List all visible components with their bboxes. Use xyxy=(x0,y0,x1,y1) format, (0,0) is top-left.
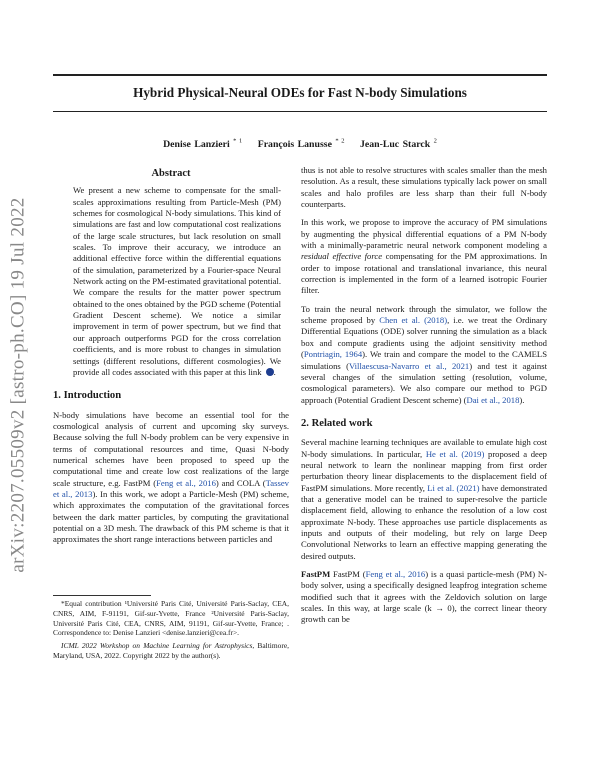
citation-link[interactable]: Villaescusa-Navarro et al., 2021 xyxy=(348,360,470,371)
citation-link[interactable]: Pontriagin, 1964 xyxy=(303,349,363,360)
abstract-text: We present a new scheme to compensate for the small-scales approximations resulting from Particle-Mesh (PM) schemes for cosmological N-body simulations. This kind of simulations are fast and low computational cost realizations of the large scale structures, but lack resolution on small scales. To improve their accuracy, we introduce an additional effective force within the differential equations of the simulation, parameterized by a Fourier-space Neural Network acting on the PM-estimated gravitational potential. We compare the results for the matter power spectrum obtained to the ones obtained by the PGD scheme (Potential Gradient Descent scheme). We notice a similar improvement in term of power spectrum, but we find that our approach outperforms PGD for the cross correlation coefficients, and is more robust to changes in simulation settings (different resolutions, different cosmologies). We provide all codes associated with this paper at this link . xyxy=(73,185,281,377)
related-work-heading: 2. Related work xyxy=(301,417,373,429)
abstract-body xyxy=(73,185,281,378)
citation-link[interactable]: Li et al. (2021) xyxy=(427,482,480,493)
body-text: To train the neural network through the simulator, we follow the scheme proposed by xyxy=(301,303,547,326)
related-work-paragraph xyxy=(301,437,547,562)
citation-link[interactable]: Feng et al., 2016 xyxy=(365,569,426,579)
title-bottom-rule xyxy=(53,111,547,112)
body-text: FastPM ( xyxy=(330,569,366,579)
author-list xyxy=(0,138,600,150)
body-text: have demonstrated that a generative model can be trained to super-resolve the particle displacement field, allowing to enhance the resolution of a low cost approximate N-body. These approaches use particle displacements as inputs and outputs of their modeling, but rely on large Deep Convolutional Networks to learn an effective mapping generating the desired outputs. xyxy=(301,482,548,561)
citation-link[interactable]: Chen et al. (2018) xyxy=(379,315,448,326)
author-name: Jean-Luc Starck xyxy=(359,139,431,151)
footnotes xyxy=(53,599,289,664)
author-name: François Lanusse xyxy=(257,139,332,151)
body-text: compensating for the PM approximations. In order to impose rotational and translational invariance, this neural correction is implemented in the form of a learned isotropic Fourier filter. xyxy=(301,251,548,296)
body-text: In this work, we propose to improve the accuracy of PM simulations by augmenting the physical differential equations of a PM N-body with a minimally-parametric neural network component modeling a xyxy=(301,217,547,251)
body-text: ) is a quasi particle-mesh (PM) N-body solver, using a specifically designed leapfrog integration scheme modified such that it agrees with the Zeldovich solution on large scales. In this way, at large scale (k → 0), the correct linear theory growth can be xyxy=(301,569,547,625)
abstract-heading: Abstract xyxy=(151,168,191,179)
author-affiliation-marks: * 2 xyxy=(335,138,345,145)
author-affiliation-marks: * 1 xyxy=(233,138,243,145)
author xyxy=(163,139,242,150)
venue-name: ICML 2022 Workshop on Machine Learning for Astrophysics xyxy=(61,641,253,651)
author-name: Denise Lanzieri xyxy=(163,139,230,151)
title-top-rule xyxy=(53,74,547,76)
affiliations-footnote: *Equal contribution ¹Université Paris Cité, Université Paris-Saclay, CEA, CNRS, AIM, F-91191, Gif-sur-Yvette, France ²Université Paris-Saclay, Université Paris Cité, CEA, CNRS, AIM, 91191, Gif-sur-Yvette, France; . Correspondence to: Denise Lanzieri <denise.lanzieri@cea.fr>. xyxy=(53,599,289,638)
author xyxy=(258,139,345,150)
github-icon[interactable] xyxy=(266,368,274,376)
venue-details: , Baltimore, Maryland, USA, 2022. Copyright 2022 by the author(s). xyxy=(53,641,289,660)
paragraph-lead: FastPM xyxy=(301,569,331,579)
citation-link[interactable]: Dai et al., 2018 xyxy=(466,394,520,405)
body-text: proposed a deep neural network to learn the nonlinear mapping from first order perturbation theory linear displacements to the displacement field of FastPM simulations. More recently, xyxy=(301,448,547,493)
introduction-paragraph xyxy=(53,410,289,546)
intro-continuation-paragraph: thus is not able to resolve structures with scales smaller than the mesh resolution. As a result, these simulations typically lack power on small scales and halo profiles are less sharp than their full N-body counterparts. xyxy=(301,165,547,210)
footnote-separator xyxy=(53,595,151,596)
arxiv-id-text: arXiv:2207.05509v2 [astro-ph.CO] 19 Jul 2022 xyxy=(8,197,30,573)
left-column xyxy=(53,168,289,553)
intro-text: ) and COLA ( xyxy=(215,477,266,488)
citation-link[interactable]: He et al. (2019) xyxy=(425,448,485,459)
body-text: Several machine learning techniques are available to emulate high cost N-body simulations. In particular, xyxy=(301,437,547,459)
citation-link[interactable]: Tassev et al., 2013 xyxy=(53,477,289,499)
arxiv-identifier xyxy=(6,195,32,575)
abstract-paragraph: We present a new scheme to compensate for the small-scales approximations resulting from Particle-Mesh (PM) schemes for cosmological N-body simulations. This kind of simulations are fast and low computational cost realizations of the large scale structures, but lack resolution on small scales. To improve their accuracy, we introduce an additional effective force within the differential equations of the simulation, parameterized by a Fourier-space Neural Network acting on the PM-estimated gravitational potential. We compare the results for the matter power spectrum obtained to the ones obtained by the PGD scheme (Potential Gradient Descent scheme). We notice a similar improvement in term of power spectrum, but we find that our approach outperforms PGD for the cross correlation coefficients, and is more robust to changes in simulation settings (different resolutions, different cosmologies). We provide all codes associated with this paper at this link xyxy=(73,185,281,377)
citation-link[interactable]: Feng et al., 2016 xyxy=(156,477,216,488)
emphasis-text: residual effective force xyxy=(301,251,383,262)
paper-title: Hybrid Physical-Neural ODEs for Fast N-body Simulations xyxy=(133,85,467,100)
training-paragraph xyxy=(301,304,547,406)
introduction-heading: 1. Introduction xyxy=(53,390,122,402)
approach-paragraph xyxy=(301,217,547,296)
body-text: ). We train and compare the model to the CAMELS simulations ( xyxy=(301,349,547,371)
body-text: ). xyxy=(519,394,525,405)
intro-text: ). In this work, we adopt a Particle-Mesh (PM) scheme, which approximates the computation of the gravitational forces between the dark matter particles, by computing the gravitational potential on a 3D mesh. The drawback of this PM scheme is that it approximates the short range interactions between particles and xyxy=(53,488,290,545)
body-text: ) and test it against several changes of the simulation setting (resolution, volume, cosmological parameters). We also compare our method to PGD approach (Potential Gradient Descent scheme) ( xyxy=(301,360,547,405)
fastpm-paragraph xyxy=(301,569,547,626)
body-text: , i.e. we treat the Ordinary Differential Equations (ODE) solver running the simulation as a black box and compute gradients using the adjoint sensitivity method ( xyxy=(301,315,548,360)
author xyxy=(360,139,437,150)
intro-text: N-body simulations have become an essential tool for the cosmological analysis of current and upcoming sky surveys. Because solving the full N-body problem can be very expensive in terms of computational resources and time, Quasi N-body numerical schemes have been proposed to speed up the computational time and create low cost realizations of the large scale structure, e.g. FastPM ( xyxy=(53,409,289,488)
author-affiliation-marks: 2 xyxy=(433,138,437,145)
right-column xyxy=(301,165,547,633)
venue-footnote xyxy=(53,641,289,661)
